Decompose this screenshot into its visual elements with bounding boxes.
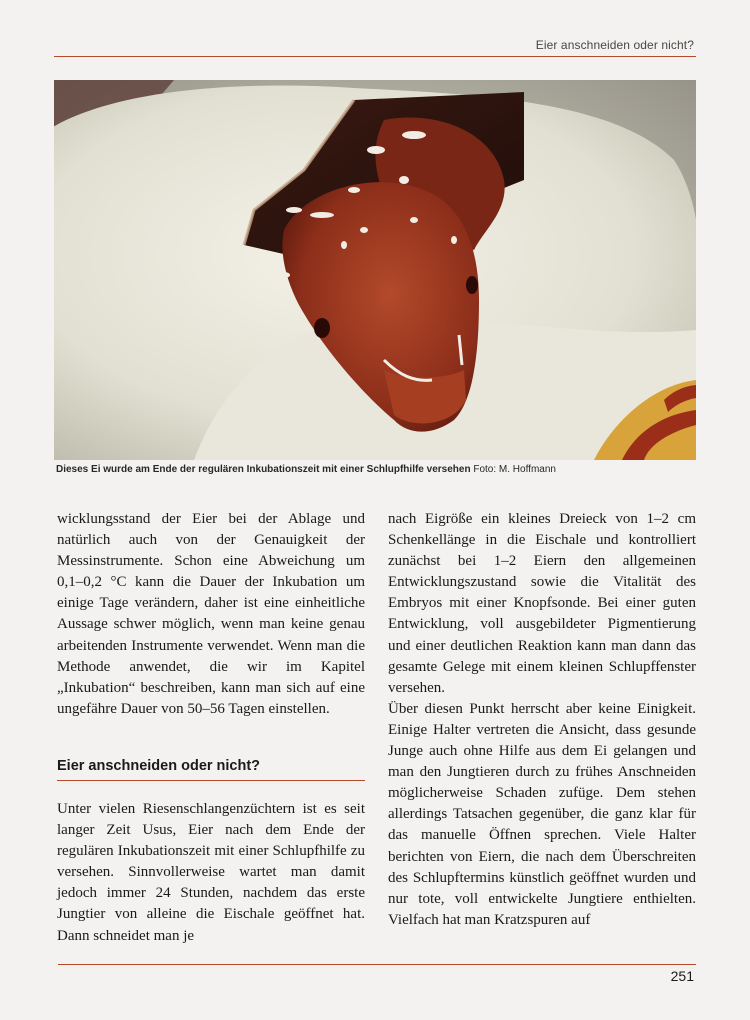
page-number: 251 xyxy=(670,968,694,984)
left-column-top xyxy=(57,509,365,720)
footer-rule xyxy=(58,964,696,965)
caption-text: Dieses Ei wurde am Ende der regulären Inkubationszeit mit einer Schlupfhilfe versehen xyxy=(56,464,471,475)
article-photo xyxy=(54,80,696,460)
left-paragraph-1: wicklungsstand der Eier bei der Ablage und natürlich auch von der Genauigkeit der Messinstrumente. Schon eine Abweichung um 0,1–0,2 °C kann die Dauer der Inkubation um einige Tage verändern, daher ist eine einheitliche Aussage schwer möglich, wenn man keine genau arbeitenden Instrumente verwendet. Wenn man die Methode anwendet, die wir im Kapitel „Inkubation“ beschreiben, kann man sich auf eine ungefähre Dauer von 50–56 Tagen einstellen. xyxy=(57,511,365,717)
right-paragraph-1: nach Eigröße ein kleines Dreieck von 1–2 cm Schenkellänge in die Eischale und kontrolliert zunächst bei 1–2 Eiern den allgemeinen Entwicklungszustand sowie die Vitalität des Embryos mit einer Knopfsonde. Bei einer guten Entwicklung, voll ausgebildeter Pigmentierung und einer deutlichen Reaktion kann man dann das gesamte Gelege mit einem kleinen Schlupffenster versehen. xyxy=(388,511,696,696)
caption-credit: Foto: M. Hoffmann xyxy=(470,464,556,475)
photo-caption xyxy=(56,464,696,475)
snake-hatching-illustration xyxy=(54,80,696,460)
snake-eye xyxy=(314,318,330,338)
right-column xyxy=(388,509,696,931)
left-paragraph-2: Unter vielen Riesenschlangenzüchtern ist es seit langer Zeit Usus, Eier nach dem Ende der regulären Inkubationszeit mit einer Schlupfhilfe zu versehen. Sinnvollerweise wartet man damit jedoch immer 24 Stunden, nachdem das erste Jungtier von alleine die Eischale geöffnet hat. Dann schneidet man je xyxy=(57,801,365,944)
left-column-bottom xyxy=(57,799,365,947)
header-rule xyxy=(54,56,696,57)
running-head: Eier anschneiden oder nicht? xyxy=(535,38,694,52)
section-heading: Eier anschneiden oder nicht? xyxy=(57,758,365,781)
snake-eye-right xyxy=(466,276,478,294)
right-paragraph-2: Über diesen Punkt herrscht aber keine Einigkeit. Einige Halter vertreten die Ansicht, dass gesunde Junge auch ohne Hilfe aus dem Ei gelangen und man den Jungtieren durch zu frühes Anschneiden möglicherweise Schaden zufüge. Dem stehen allerdings Tatsachen gegenüber, die ganz klar für das manuelle Öffnen sprechen. Viele Halter berichten von Eiern, die nach dem Überschreiten des Schlupftermins künstlich geöffnet wurden und nur tote, voll entwickelte Jungtiere enthielten. Vielfach hat man Kratzspuren auf xyxy=(388,700,696,928)
